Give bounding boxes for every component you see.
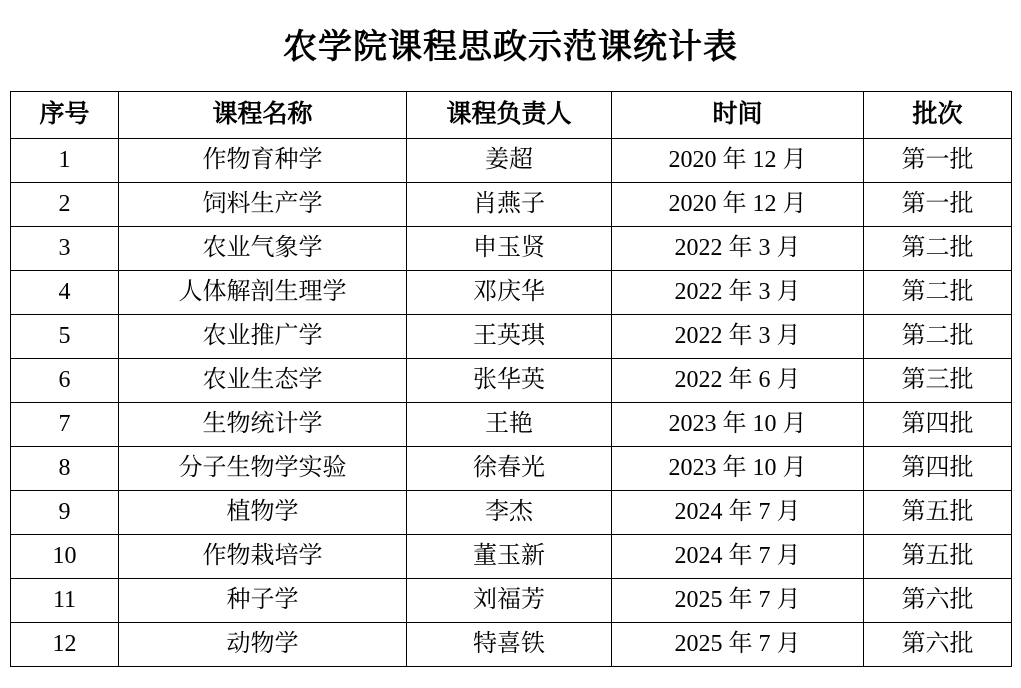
cell-time: 2020 年 12 月 — [612, 182, 864, 226]
cell-time: 2022 年 3 月 — [612, 270, 864, 314]
cell-batch: 第五批 — [864, 490, 1012, 534]
cell-course-name: 饲料生产学 — [119, 182, 407, 226]
cell-index: 3 — [11, 226, 119, 270]
cell-course-name: 作物栽培学 — [119, 534, 407, 578]
cell-index: 5 — [11, 314, 119, 358]
cell-index: 8 — [11, 446, 119, 490]
cell-time: 2023 年 10 月 — [612, 446, 864, 490]
cell-index: 4 — [11, 270, 119, 314]
cell-batch: 第四批 — [864, 446, 1012, 490]
cell-course-leader: 张华英 — [407, 358, 612, 402]
cell-batch: 第三批 — [864, 358, 1012, 402]
table-row — [11, 446, 1012, 490]
cell-index: 2 — [11, 182, 119, 226]
course-statistics-table — [10, 91, 1012, 667]
column-header-time: 时间 — [612, 91, 864, 138]
cell-course-leader: 邓庆华 — [407, 270, 612, 314]
cell-course-name: 作物育种学 — [119, 138, 407, 182]
cell-time: 2022 年 6 月 — [612, 358, 864, 402]
cell-course-leader: 王艳 — [407, 402, 612, 446]
cell-index: 6 — [11, 358, 119, 402]
cell-time: 2024 年 7 月 — [612, 490, 864, 534]
cell-course-name: 农业生态学 — [119, 358, 407, 402]
cell-batch: 第二批 — [864, 314, 1012, 358]
table-row — [11, 622, 1012, 666]
column-header-index: 序号 — [11, 91, 119, 138]
page-title: 农学院课程思政示范课统计表 — [283, 29, 738, 66]
cell-time: 2022 年 3 月 — [612, 226, 864, 270]
cell-index: 1 — [11, 138, 119, 182]
table-row — [11, 182, 1012, 226]
cell-course-leader: 董玉新 — [407, 534, 612, 578]
table-row — [11, 314, 1012, 358]
cell-course-name: 分子生物学实验 — [119, 446, 407, 490]
cell-course-leader: 特喜铁 — [407, 622, 612, 666]
column-header-course-leader: 课程负责人 — [407, 91, 612, 138]
table-row — [11, 578, 1012, 622]
cell-time: 2025 年 7 月 — [612, 578, 864, 622]
cell-course-name: 种子学 — [119, 578, 407, 622]
table-container — [0, 91, 1021, 667]
cell-index: 11 — [11, 578, 119, 622]
cell-course-name: 农业气象学 — [119, 226, 407, 270]
table-row — [11, 358, 1012, 402]
cell-index: 12 — [11, 622, 119, 666]
cell-batch: 第六批 — [864, 578, 1012, 622]
table-body — [11, 138, 1012, 666]
column-header-batch: 批次 — [864, 91, 1012, 138]
table-row — [11, 490, 1012, 534]
cell-course-leader: 徐春光 — [407, 446, 612, 490]
cell-batch: 第五批 — [864, 534, 1012, 578]
cell-batch: 第一批 — [864, 138, 1012, 182]
cell-course-leader: 姜超 — [407, 138, 612, 182]
cell-course-name: 植物学 — [119, 490, 407, 534]
column-header-course-name: 课程名称 — [119, 91, 407, 138]
table-row — [11, 226, 1012, 270]
cell-course-name: 动物学 — [119, 622, 407, 666]
cell-batch: 第二批 — [864, 226, 1012, 270]
cell-batch: 第六批 — [864, 622, 1012, 666]
cell-index: 10 — [11, 534, 119, 578]
cell-time: 2020 年 12 月 — [612, 138, 864, 182]
cell-time: 2024 年 7 月 — [612, 534, 864, 578]
cell-course-leader: 申玉贤 — [407, 226, 612, 270]
cell-time: 2025 年 7 月 — [612, 622, 864, 666]
cell-course-leader: 肖燕子 — [407, 182, 612, 226]
table-header — [11, 91, 1012, 138]
cell-time: 2023 年 10 月 — [612, 402, 864, 446]
cell-course-leader: 王英琪 — [407, 314, 612, 358]
cell-index: 7 — [11, 402, 119, 446]
cell-course-name: 人体解剖生理学 — [119, 270, 407, 314]
cell-course-leader: 刘福芳 — [407, 578, 612, 622]
table-row — [11, 270, 1012, 314]
table-row — [11, 138, 1012, 182]
cell-batch: 第二批 — [864, 270, 1012, 314]
cell-batch: 第四批 — [864, 402, 1012, 446]
cell-time: 2022 年 3 月 — [612, 314, 864, 358]
cell-batch: 第一批 — [864, 182, 1012, 226]
cell-index: 9 — [11, 490, 119, 534]
table-row — [11, 402, 1012, 446]
cell-course-leader: 李杰 — [407, 490, 612, 534]
cell-course-name: 农业推广学 — [119, 314, 407, 358]
table-header-row — [11, 91, 1012, 138]
cell-course-name: 生物统计学 — [119, 402, 407, 446]
table-row — [11, 534, 1012, 578]
